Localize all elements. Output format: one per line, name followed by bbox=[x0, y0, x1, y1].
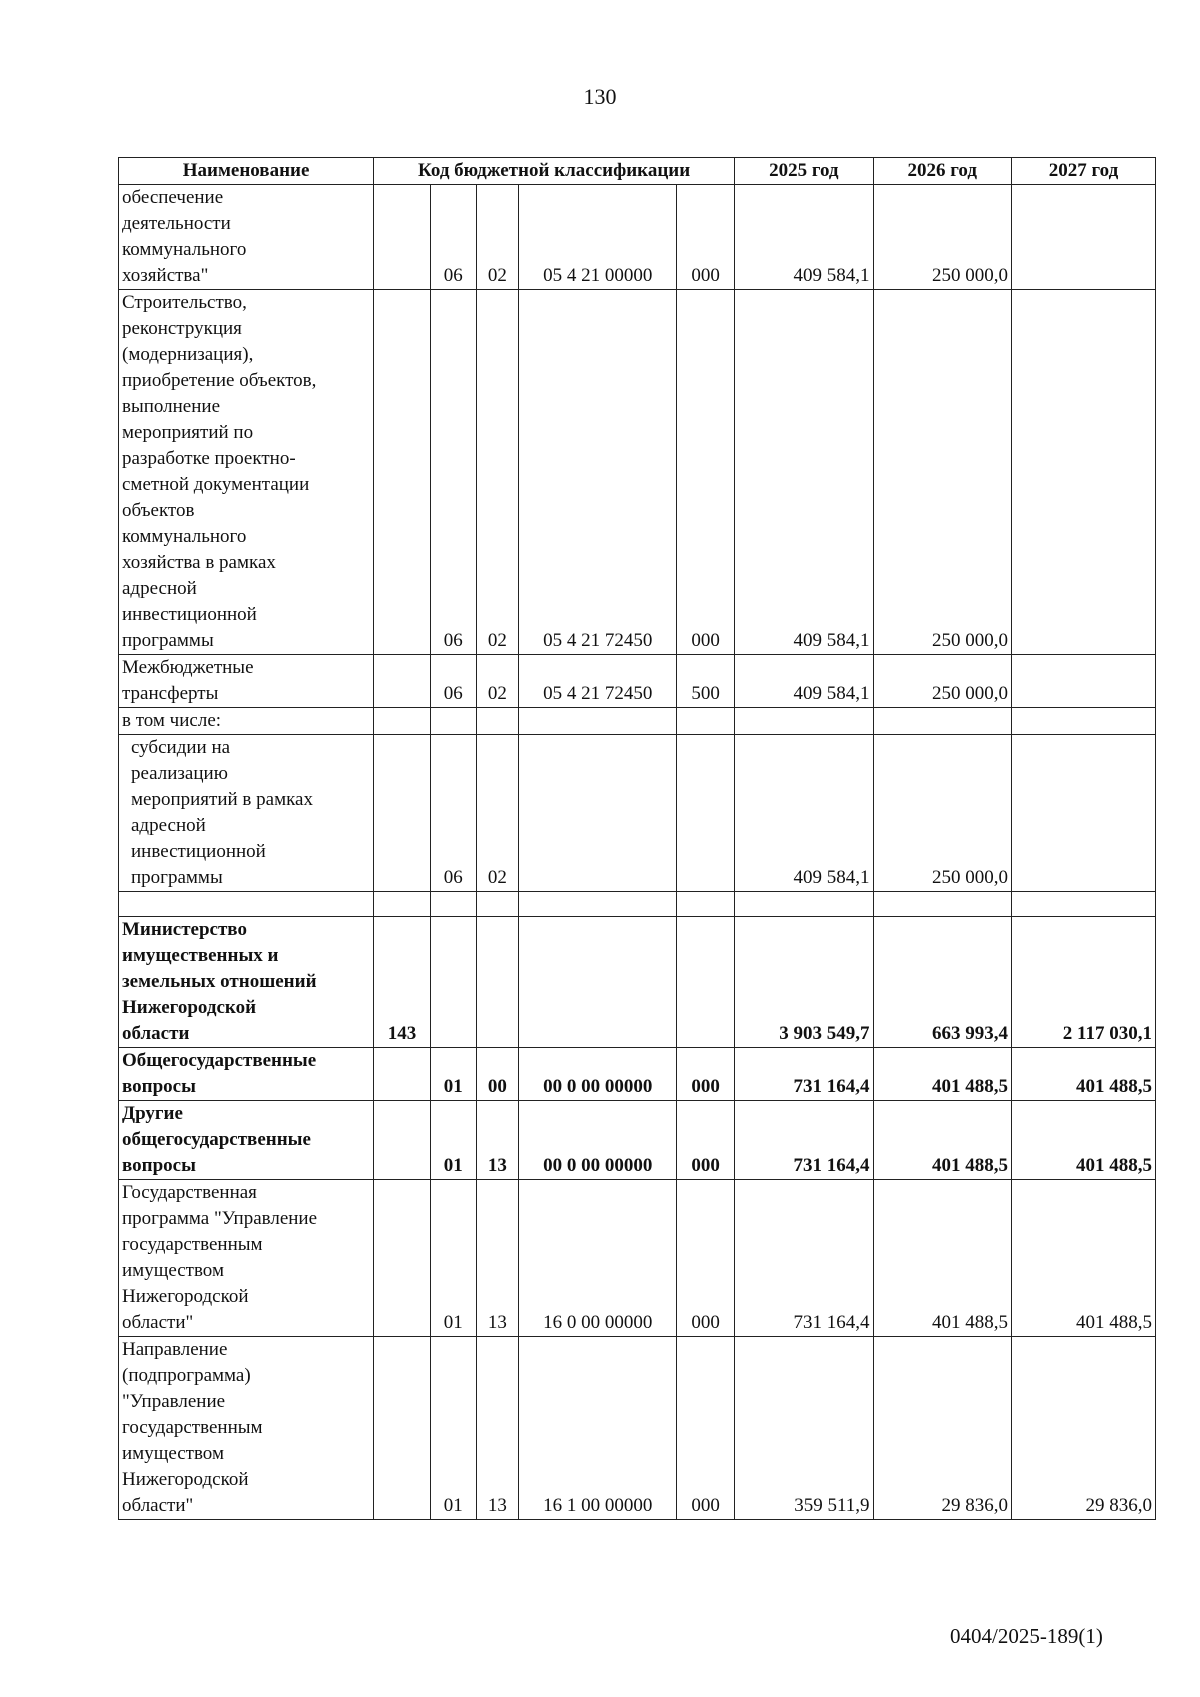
value-2026: 250 000,0 bbox=[873, 290, 1011, 655]
value-2025: 731 164,4 bbox=[735, 1048, 873, 1101]
code-target: 05 4 21 72450 bbox=[519, 290, 677, 655]
value-2026: 401 488,5 bbox=[873, 1101, 1011, 1180]
code-expense-type: 000 bbox=[677, 290, 735, 655]
table-body bbox=[119, 185, 1156, 1520]
code-target: 00 0 00 00000 bbox=[519, 1101, 677, 1180]
code-admin bbox=[374, 185, 431, 290]
code-target bbox=[519, 892, 677, 917]
table-row bbox=[119, 708, 1156, 735]
value-2025: 359 511,9 bbox=[735, 1337, 873, 1520]
value-2026: 401 488,5 bbox=[873, 1180, 1011, 1337]
row-name: Строительство, реконструкция (модернизация), приобретение объектов, выполнение мероприятий по разработке проектно- сметной документации объектов коммунального хозяйства в рамках адресной инвестиционной программы bbox=[119, 290, 374, 655]
value-2027 bbox=[1012, 290, 1156, 655]
row-name: Министерство имущественных и земельных отношений Нижегородской области bbox=[119, 917, 374, 1048]
code-expense-type bbox=[677, 735, 735, 892]
code-admin bbox=[374, 1337, 431, 1520]
row-name: обеспечение деятельности коммунального хозяйства" bbox=[119, 185, 374, 290]
row-name: в том числе: bbox=[119, 708, 374, 735]
code-target bbox=[519, 735, 677, 892]
code-expense-type bbox=[677, 708, 735, 735]
row-name: Межбюджетные трансферты bbox=[119, 655, 374, 708]
table-row bbox=[119, 1180, 1156, 1337]
code-admin bbox=[374, 1180, 431, 1337]
code-section: 01 bbox=[430, 1101, 476, 1180]
code-expense-type: 500 bbox=[677, 655, 735, 708]
code-target: 16 1 00 00000 bbox=[519, 1337, 677, 1520]
code-section: 06 bbox=[430, 735, 476, 892]
code-section bbox=[430, 917, 476, 1048]
budget-table bbox=[118, 157, 1156, 1520]
value-2027: 401 488,5 bbox=[1012, 1180, 1156, 1337]
code-subsection: 02 bbox=[476, 185, 519, 290]
code-admin bbox=[374, 1101, 431, 1180]
row-name: субсидии на реализацию мероприятий в рамках адресной инвестиционной программы bbox=[119, 735, 374, 892]
code-admin bbox=[374, 290, 431, 655]
code-subsection: 02 bbox=[476, 735, 519, 892]
code-target bbox=[519, 708, 677, 735]
value-2027: 401 488,5 bbox=[1012, 1048, 1156, 1101]
code-admin bbox=[374, 708, 431, 735]
table-row bbox=[119, 290, 1156, 655]
row-name: Государственная программа "Управление государственным имуществом Нижегородской области" bbox=[119, 1180, 374, 1337]
code-subsection: 13 bbox=[476, 1337, 519, 1520]
code-section: 01 bbox=[430, 1337, 476, 1520]
header-name: Наименование bbox=[119, 158, 374, 185]
value-2027 bbox=[1012, 892, 1156, 917]
table-row bbox=[119, 1101, 1156, 1180]
code-expense-type: 000 bbox=[677, 1101, 735, 1180]
code-subsection: 13 bbox=[476, 1180, 519, 1337]
code-target: 00 0 00 00000 bbox=[519, 1048, 677, 1101]
value-2025: 3 903 549,7 bbox=[735, 917, 873, 1048]
value-2025: 409 584,1 bbox=[735, 735, 873, 892]
code-subsection bbox=[476, 917, 519, 1048]
table-row bbox=[119, 892, 1156, 917]
row-name: Другие общегосударственные вопросы bbox=[119, 1101, 374, 1180]
value-2027 bbox=[1012, 185, 1156, 290]
code-target: 16 0 00 00000 bbox=[519, 1180, 677, 1337]
value-2027: 29 836,0 bbox=[1012, 1337, 1156, 1520]
value-2027 bbox=[1012, 708, 1156, 735]
value-2025: 731 164,4 bbox=[735, 1101, 873, 1180]
value-2026 bbox=[873, 708, 1011, 735]
code-target bbox=[519, 917, 677, 1048]
code-admin bbox=[374, 735, 431, 892]
row-name: Общегосударственные вопросы bbox=[119, 1048, 374, 1101]
table-row bbox=[119, 735, 1156, 892]
header-2027: 2027 год bbox=[1012, 158, 1156, 185]
code-admin bbox=[374, 655, 431, 708]
value-2026: 401 488,5 bbox=[873, 1048, 1011, 1101]
code-expense-type bbox=[677, 892, 735, 917]
value-2027: 401 488,5 bbox=[1012, 1101, 1156, 1180]
code-section: 06 bbox=[430, 655, 476, 708]
value-2025 bbox=[735, 892, 873, 917]
code-target: 05 4 21 00000 bbox=[519, 185, 677, 290]
code-expense-type: 000 bbox=[677, 1048, 735, 1101]
table-row bbox=[119, 1048, 1156, 1101]
code-expense-type: 000 bbox=[677, 1180, 735, 1337]
code-subsection bbox=[476, 892, 519, 917]
code-subsection: 13 bbox=[476, 1101, 519, 1180]
value-2026: 250 000,0 bbox=[873, 735, 1011, 892]
value-2027: 2 117 030,1 bbox=[1012, 917, 1156, 1048]
table-row bbox=[119, 185, 1156, 290]
code-section bbox=[430, 708, 476, 735]
code-section: 01 bbox=[430, 1048, 476, 1101]
code-admin bbox=[374, 1048, 431, 1101]
value-2025 bbox=[735, 708, 873, 735]
value-2026: 250 000,0 bbox=[873, 655, 1011, 708]
code-section: 01 bbox=[430, 1180, 476, 1337]
code-subsection: 02 bbox=[476, 655, 519, 708]
value-2026: 250 000,0 bbox=[873, 185, 1011, 290]
page-number: 130 bbox=[583, 84, 617, 109]
value-2026: 29 836,0 bbox=[873, 1337, 1011, 1520]
value-2026: 663 993,4 bbox=[873, 917, 1011, 1048]
header-code: Код бюджетной классификации bbox=[374, 158, 735, 185]
code-section bbox=[430, 892, 476, 917]
value-2027 bbox=[1012, 655, 1156, 708]
code-expense-type: 000 bbox=[677, 1337, 735, 1520]
code-expense-type: 000 bbox=[677, 185, 735, 290]
code-subsection: 02 bbox=[476, 290, 519, 655]
value-2026 bbox=[873, 892, 1011, 917]
code-target: 05 4 21 72450 bbox=[519, 655, 677, 708]
code-section: 06 bbox=[430, 290, 476, 655]
table-row bbox=[119, 1337, 1156, 1520]
row-name bbox=[119, 892, 374, 917]
table-row bbox=[119, 655, 1156, 708]
code-section: 06 bbox=[430, 185, 476, 290]
table-row bbox=[119, 917, 1156, 1048]
header-2026: 2026 год bbox=[873, 158, 1011, 185]
header-2025: 2025 год bbox=[735, 158, 873, 185]
code-subsection: 00 bbox=[476, 1048, 519, 1101]
value-2027 bbox=[1012, 735, 1156, 892]
value-2025: 409 584,1 bbox=[735, 290, 873, 655]
document-code: 0404/2025-189(1) bbox=[950, 1624, 1103, 1648]
code-admin bbox=[374, 892, 431, 917]
code-expense-type bbox=[677, 917, 735, 1048]
code-subsection bbox=[476, 708, 519, 735]
value-2025: 409 584,1 bbox=[735, 655, 873, 708]
row-name: Направление (подпрограмма) "Управление государственным имуществом Нижегородской области" bbox=[119, 1337, 374, 1520]
code-admin: 143 bbox=[374, 917, 431, 1048]
table-header-row bbox=[119, 158, 1156, 185]
value-2025: 731 164,4 bbox=[735, 1180, 873, 1337]
value-2025: 409 584,1 bbox=[735, 185, 873, 290]
